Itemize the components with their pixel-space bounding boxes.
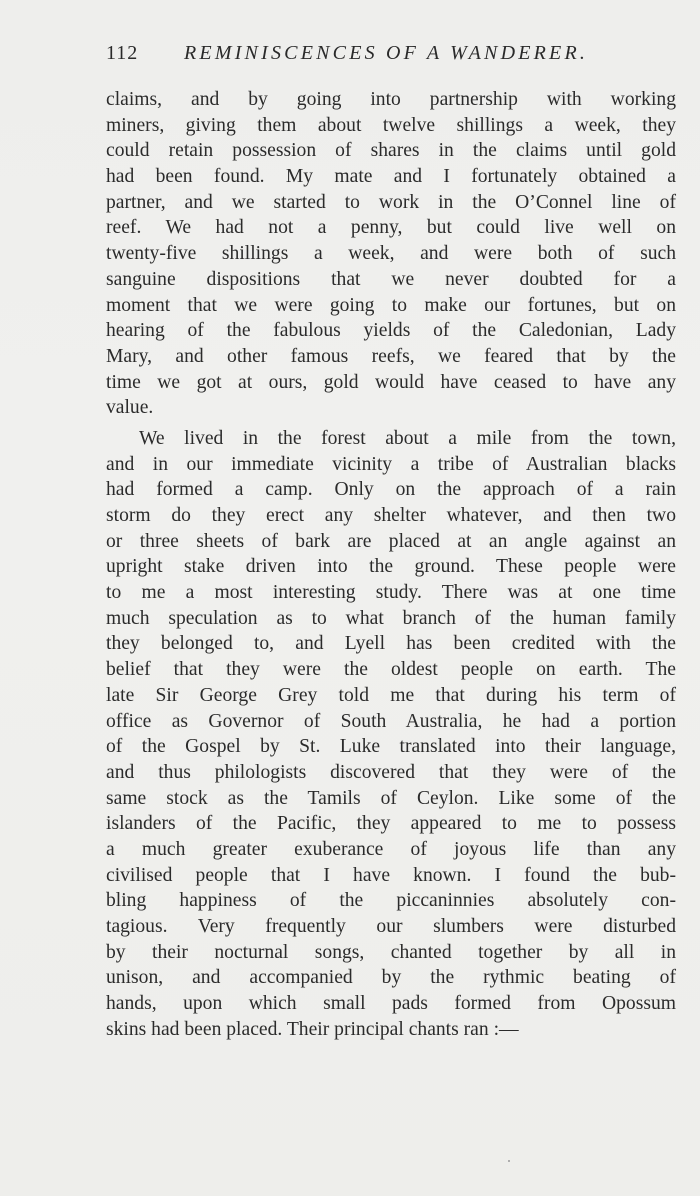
text-line: upright stake driven into the ground. These people were: [106, 556, 676, 578]
paper-speck: [508, 1160, 510, 1162]
text-line: skins had been placed. Their principal chants ran :—: [106, 1018, 519, 1040]
paragraph-2: [106, 426, 676, 1043]
text-line: Mary, and other famous reefs, we feared that by the: [106, 345, 676, 367]
text-line: hearing of the fabulous yields of the Caledonian, Lady: [106, 320, 676, 342]
paragraph-1: [106, 87, 676, 421]
text-line: claims, and by going into partnership with working: [106, 89, 676, 110]
text-line: partner, and we started to work in the O’Connel line of: [106, 191, 676, 213]
text-line: storm do they erect any shelter whatever, and then two: [106, 505, 676, 526]
text-line: much speculation as to what branch of the human family: [106, 607, 676, 629]
text-line: moment that we were going to make our fortunes, but on: [106, 294, 676, 316]
text-line: to me a most interesting study. There was at one time: [106, 582, 676, 604]
text-line: twenty-five shillings a week, and were both of such: [106, 243, 676, 265]
text-line: had formed a camp. Only on the approach of a rain: [106, 479, 676, 501]
body-text: [106, 87, 676, 1042]
text-line: miners, giving them about twelve shillings a week, they: [106, 114, 676, 136]
page-header: [106, 40, 676, 74]
text-line: bling happiness of the piccaninnies absolutely con-: [106, 890, 676, 912]
text-line: could retain possession of shares in the claims until gold: [106, 140, 676, 162]
text-line: same stock as the Tamils of Ceylon. Like some of the: [106, 787, 676, 809]
text-line: office as Governor of South Australia, he had a portion: [106, 710, 676, 732]
text-line: tagious. Very frequently our slumbers were disturbed: [106, 916, 676, 937]
text-line: We lived in the forest about a mile from the town,: [139, 427, 676, 449]
text-line: time we got at ours, gold would have ceased to have any: [106, 371, 676, 393]
text-line: civilised people that I have known. I found the bub-: [106, 864, 676, 886]
text-line: unison, and accompanied by the rythmic beating of: [106, 967, 676, 989]
text-line: hands, upon which small pads formed from Opossum: [106, 993, 676, 1015]
text-line: a much greater exuberance of joyous life than any: [106, 838, 676, 860]
text-line: late Sir George Grey told me that during his term of: [106, 684, 676, 706]
text-line: and thus philologists discovered that they were of the: [106, 761, 676, 783]
text-line: they belonged to, and Lyell has been credited with the: [106, 633, 676, 655]
page-number: 112: [106, 42, 139, 64]
text-line: by their nocturnal songs, chanted together by all in: [106, 941, 676, 963]
text-line: and in our immediate vicinity a tribe of Australian blacks: [106, 453, 676, 475]
text-line: belief that they were the oldest people on earth. The: [106, 659, 676, 681]
text-line: reef. We had not a penny, but could live well on: [106, 217, 676, 239]
text-line: or three sheets of bark are placed at an angle against an: [106, 530, 676, 552]
text-line: of the Gospel by St. Luke translated into their language,: [106, 736, 676, 758]
text-line: had been found. My mate and I fortunately obtained a: [106, 166, 676, 188]
text-line: value.: [106, 397, 154, 419]
text-line: islanders of the Pacific, they appeared to me to possess: [106, 813, 676, 835]
text-line: sanguine dispositions that we never doubted for a: [106, 268, 676, 290]
running-title: REMINISCENCES OF A WANDERER.: [184, 42, 589, 64]
